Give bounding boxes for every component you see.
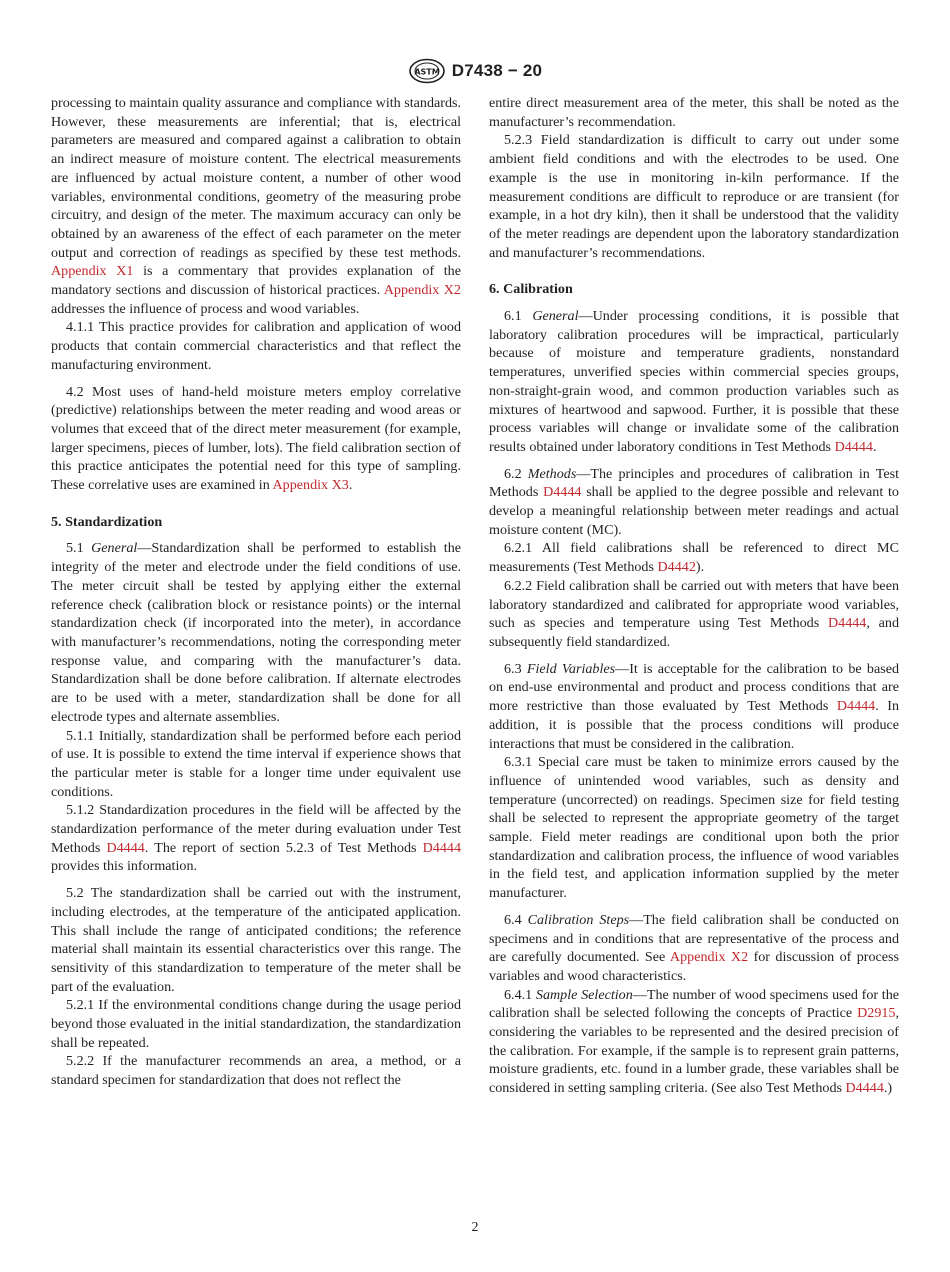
d2915-link[interactable]: D2915 <box>857 1005 896 1022</box>
paragraph-6-3: 6.3 Field Variables—It is acceptable for the calibration to be based on end-use environmental and product and process conditions that are more restrictive than those evaluated by Test Methods D4444. In addition, it is possible that the process conditions will produce interactions that must be considered in the calibration. <box>489 660 899 752</box>
paragraph-6-4-1: 6.4.1 Sample Selection—The number of wood specimens used for the calibration shall be selected following the concepts of Practice D2915, considering the variables to be represented and the desired precision of the calibration. For example, if the sample is to represent grain patterns, moisture gradients, etc. found in a lumber grade, these variables shall be considered in setting sampling criteria. (See also Test Methods D4444.) <box>489 986 900 1097</box>
paragraph-6-2-2: 6.2.2 Field calibration shall be carried out with meters that have been laboratory standardized and calibrated for appropriate wood variables, such as species and temperature using Test Methods D4444, and subsequently field standardized. <box>489 577 899 650</box>
page-number: 2 <box>471 1220 479 1235</box>
appendix-x2-link[interactable]: Appendix X2 <box>383 282 461 299</box>
right-column <box>489 94 899 1098</box>
paragraph-5-2-3: 5.2.3 Field standardization is difficult to carry out under some ambient field conditions and with the electrodes to be used. One example is the use in monitoring in-kiln performance. If the measurement conditions are difficult to reproduce or are transient (for example, in a hot dry kiln), then it shall be understood that the validity of the meter readings are dependent upon the laboratory standardization and manufacturer’s recommendations. <box>489 132 899 261</box>
standard-designation: D7438 − 20 <box>451 61 543 80</box>
left-column <box>51 94 461 1090</box>
paragraph-4-1-1: 4.1.1 This practice provides for calibration and application of wood products that contain commercial characteristics and that reflect the manufacturing environment. <box>51 319 461 373</box>
paragraph-5-2: 5.2 The standardization shall be carried out with the instrument, including electrodes, at the temperature of the anticipated application. This shall include the range of anticipated conditions; the reference material shall maintain its essential characteristics over this range. The sensitivity of this standardization to temperature of the meter shall be part of the evaluation. <box>51 885 461 995</box>
astm-logo-icon <box>408 58 446 84</box>
d4444-link[interactable]: D4444 <box>106 839 145 856</box>
paragraph-6-2: 6.2 Methods—The principles and procedures of calibration in Test Methods D4444 shall be applied to the degree possible and relevant to develop a meaningful relationship between meter readings and actual moisture content (MC). <box>489 465 900 538</box>
paragraph-6-4: 6.4 Calibration Steps—The field calibration shall be conducted on specimens and in conditions that are representative of the process and are carefully documented. See Appendix X2 for discussion of process variables and wood characteristics. <box>489 911 899 984</box>
paragraph-6-2-1: 6.2.1 All field calibrations shall be referenced to direct MC measurements (Test Methods D4442). <box>489 540 899 576</box>
paragraph-6-3-1: 6.3.1 Special care must be taken to minimize errors caused by the influence of unintended wood variables, such as density and temperature (uncorrected) on readings. Specimen size for field testing shall be selected to represent the appropriate geometry of the target sample. Field meter readings are conditional upon both the prior standardization and calibration process, the influence of wood variables in the field test, and application information supplied by the meter manufacturer. <box>489 754 899 902</box>
page-header <box>0 56 950 86</box>
d4444-link[interactable]: D4444 <box>845 1080 884 1097</box>
d4444-link[interactable]: D4444 <box>543 484 582 501</box>
svg-text:ASTM: ASTM <box>414 67 440 77</box>
paragraph-4-1-continued: processing to maintain quality assurance and compliance with standards. However, these measurements are inferential; that is, electrical parameters are measured and compared against a calibration to obtain an indirect measure of moisture content. The electrical measurements are influenced by actual moisture content, a number of other wood variables, environmental conditions, geometry of the measuring probe circuitry, and design of the meter. The maximum accuracy can only be obtained by an awareness of the effect of each parameter on the meter output and correction of readings as specified by these test methods. Appendix X1 is a commentary that provides explanation of the mandatory sections and discussion of historical practices. Appendix X2 addresses the influence of process and wood variables. <box>51 95 461 317</box>
paragraph-5-2-2: 5.2.2 If the manufacturer recommends an area, a method, or a standard specimen for standardization that does not reflect the <box>51 1053 461 1089</box>
paragraph-5-2-2-continued: entire direct measurement area of the meter, this shall be noted as the manufacturer’s recommendation. <box>489 95 899 130</box>
d4444-link[interactable]: D4444 <box>827 615 867 632</box>
paragraph-5-1-2: 5.1.2 Standardization procedures in the field will be affected by the standardization performance of the meter during evaluation under Test Methods D4444. The report of section 5.2.3 of Test Methods D4444 provides this information. <box>51 802 461 875</box>
paragraph-5-2-1: 5.2.1 If the environmental conditions change during the usage period beyond those evaluated in the initial standardization, the standardization shall be repeated. <box>51 997 461 1051</box>
section-6-heading: 6. Calibration <box>489 281 573 298</box>
d4444-link[interactable]: D4444 <box>422 839 461 856</box>
paragraph-4-2: 4.2 Most uses of hand-held moisture meters employ correlative (predictive) relationships between the meter reading and wood areas or volumes that exceed that of the direct meter measurement (for example, larger specimens, pieces of lumber, lots). The field calibration section of this practice anticipates the potential need for this type of sampling. These correlative uses are examined in Appendix X3. <box>51 383 461 494</box>
appendix-x2-link[interactable]: Appendix X2 <box>669 949 749 966</box>
paragraph-6-1: 6.1 General—Under processing conditions, it is possible that laboratory calibration procedures will be impractical, particularly because of moisture and temperature gradients, nonstandard temperatures, unverified species within commercial species groups, non-straight-grain wood, and common production variables such as mixtures of heartwood and sapwood. Further, it is possible that these process variables will change or invalidate some of the calibration results obtained under laboratory conditions in Test Methods D4444. <box>489 308 900 455</box>
d4444-link[interactable]: D4444 <box>834 438 873 455</box>
section-5-heading: 5. Standardization <box>51 513 163 530</box>
paragraph-5-1: 5.1 General—Standardization shall be performed to establish the integrity of the meter and electrode under the field conditions of use. The meter circuit shall be tested by applying either the external reference check (calibration block or resistance points) or the internal standardization check (if incorporated into the meter), in accordance with manufacturer’s recommendations, noting the corresponding meter response value, and comparing with the manufacturer’s data. Standardization shall be done before calibration. If alternate electrodes are to be used with a meter, standardization shall be done for all electrode types and alternate assemblies. <box>51 540 461 725</box>
appendix-x3-link[interactable]: Appendix X3 <box>272 477 349 494</box>
d4444-link[interactable]: D4444 <box>836 698 876 715</box>
paragraph-5-1-1: 5.1.1 Initially, standardization shall be performed before each period of use. It is possible to extend the time interval if experience shows that the particular meter is stable for a longer time under equivalent use conditions. <box>51 727 461 800</box>
d4442-link[interactable]: D4442 <box>657 559 696 576</box>
appendix-x1-link[interactable]: Appendix X1 <box>51 263 134 280</box>
